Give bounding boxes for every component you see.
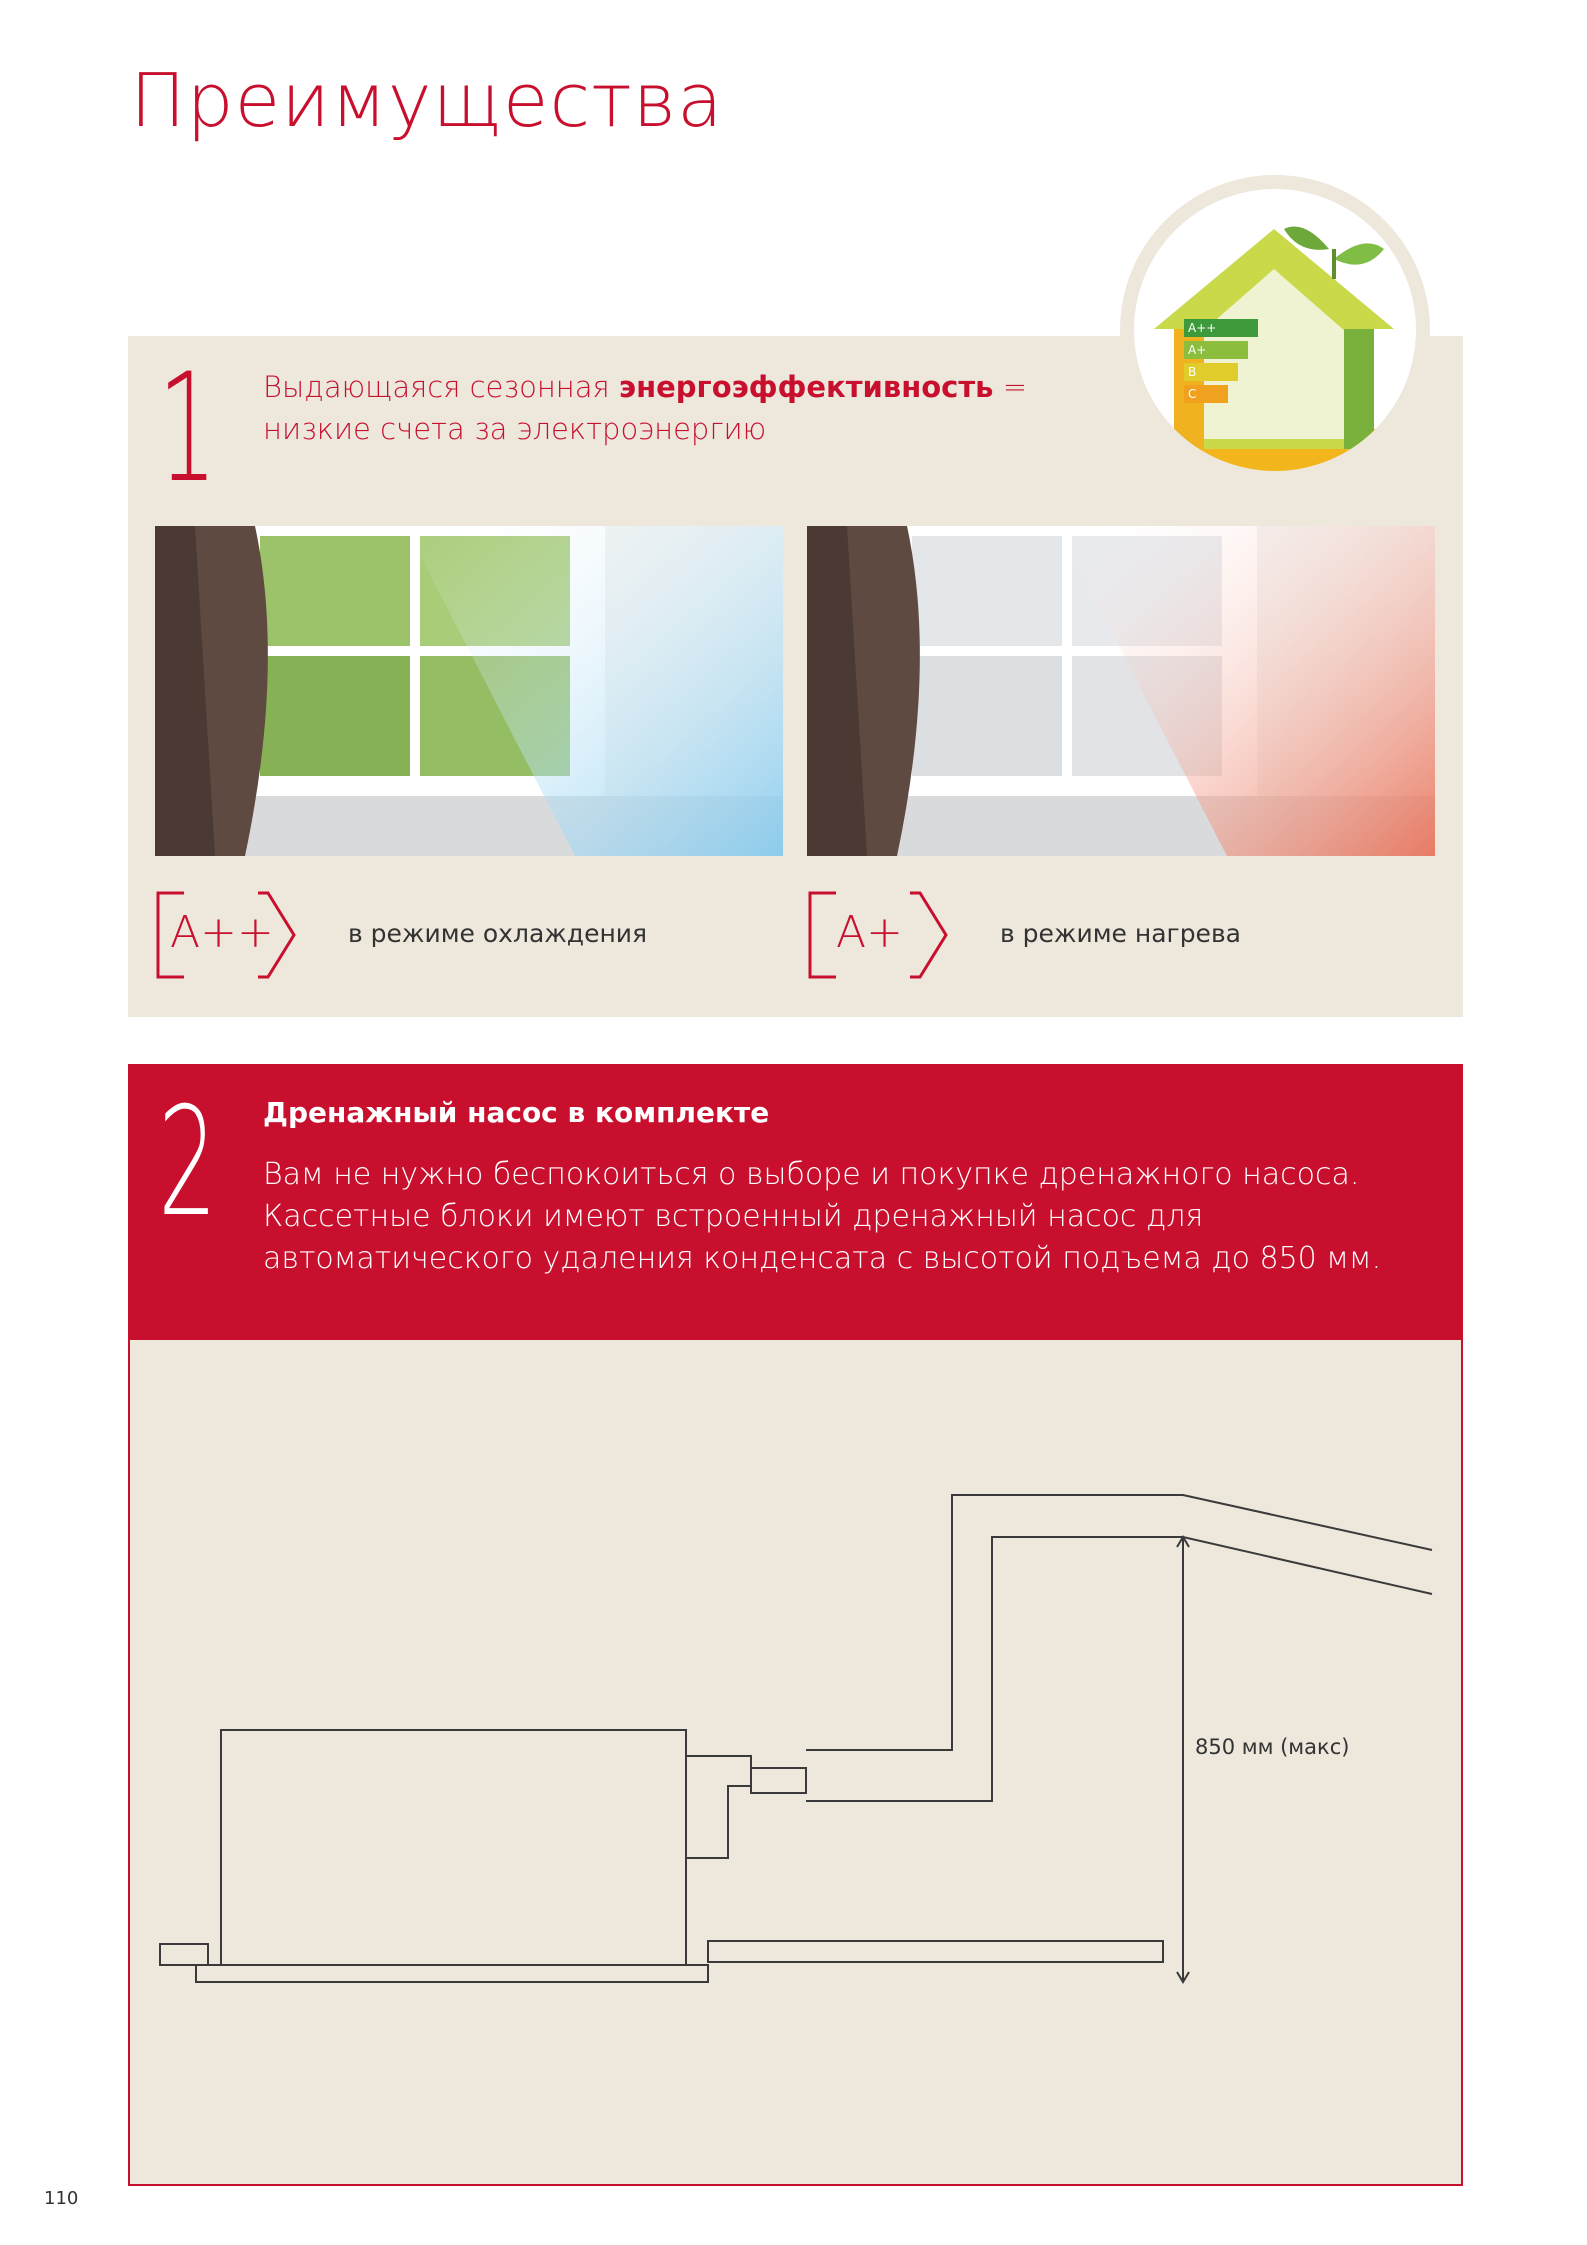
headline-equals: =: [993, 370, 1028, 404]
pump-housing: [686, 1756, 751, 1858]
ceiling-left: [160, 1944, 208, 1965]
indoor-unit: [221, 1730, 686, 1965]
cooling-mode-label: в режиме охлаждения: [348, 919, 648, 948]
section-headline: [263, 366, 1063, 450]
drain-pipe-outer: [806, 1495, 1432, 1750]
energy-class-a-plus: A+: [1184, 341, 1248, 359]
section-number: 1: [158, 342, 218, 516]
section-drain-pump: [128, 1064, 1463, 1340]
drain-lift-diagram: [130, 1340, 1461, 2184]
energy-class-b: B: [1184, 363, 1238, 381]
rating-badge-cooling: [156, 891, 296, 979]
headline-line2: низкие счета за электроэнергию: [263, 412, 767, 446]
rating-cooling: A++: [170, 907, 274, 958]
energy-class-c: C: [1184, 385, 1228, 403]
section-heading: Дренажный насос в комплекте: [263, 1096, 770, 1129]
unit-panel: [196, 1965, 708, 1982]
headline-text: Выдающаяся сезонная: [263, 370, 619, 404]
heating-mode-label: в режиме нагрева: [1000, 919, 1241, 948]
energy-label-scale: [1184, 319, 1258, 403]
page-title: Преимущества: [130, 58, 724, 144]
pipe-connector: [751, 1768, 806, 1793]
drain-pump-diagram: [128, 1340, 1463, 2186]
section-body-text: Вам не нужно беспокоиться о выборе и покупке дренажного насоса. Кассетные блоки имеют встроенный дренажный насос для автоматического удаления конденсата с высотой подъема до 850 мм.: [263, 1157, 1382, 1276]
drain-pipe-inner: [806, 1537, 1432, 1801]
lift-height-label: 850 мм (макс): [1195, 1735, 1350, 1759]
rating-badge-heating: [808, 891, 948, 979]
section-number: 2: [158, 1076, 218, 1250]
ceiling-right: [708, 1941, 1163, 1962]
headline-bold: энергоэффективность: [618, 370, 994, 404]
rating-heating: A+: [836, 907, 903, 958]
eco-house-badge: [1120, 175, 1430, 485]
cooling-mode-photo: [155, 526, 783, 856]
heating-mode-photo: [807, 526, 1435, 856]
page-number: 110: [44, 2188, 79, 2209]
energy-class-a-plus-plus: A++: [1184, 319, 1258, 337]
